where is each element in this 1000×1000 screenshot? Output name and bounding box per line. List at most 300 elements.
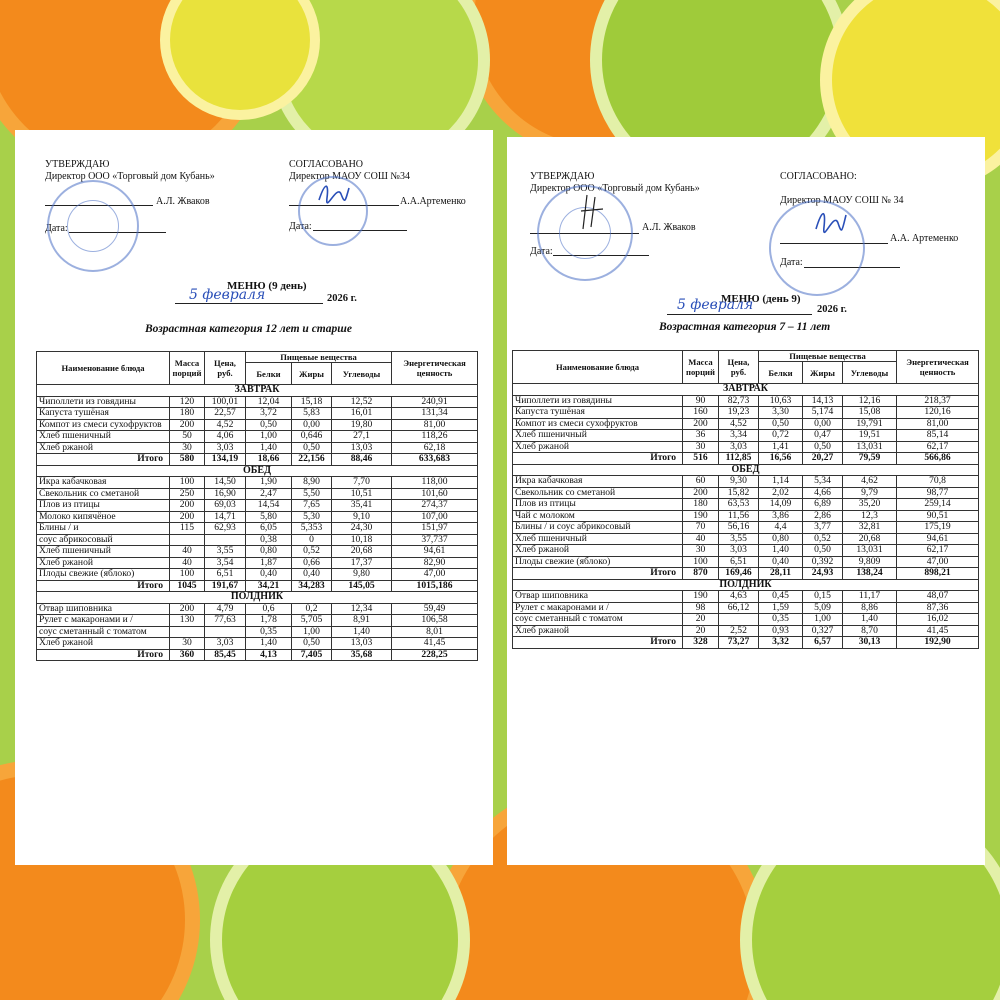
table-cell: 8,70 <box>843 625 897 637</box>
dish-name: Свекольник со сметаной <box>513 487 683 499</box>
table-cell: 1,40 <box>843 614 897 626</box>
table-cell: 27,1 <box>332 431 392 443</box>
table-cell: 11,56 <box>719 510 759 522</box>
table-cell: 10,63 <box>759 395 803 407</box>
total-cell: 24,93 <box>803 568 843 580</box>
section-title: ОБЕД <box>37 465 478 477</box>
table-row <box>37 603 478 615</box>
table-cell: 14,54 <box>246 500 292 512</box>
table-cell: 1,78 <box>246 615 292 627</box>
dish-name: Хлеб пшеничный <box>37 546 170 558</box>
table-cell: 200 <box>170 419 205 431</box>
table-cell: 2,86 <box>803 510 843 522</box>
dish-name: Икра кабачковая <box>513 476 683 488</box>
dish-name: Капуста тушёная <box>513 407 683 419</box>
table-cell: 85,14 <box>897 430 979 442</box>
total-cell: 516 <box>683 453 719 465</box>
table-row <box>513 510 979 522</box>
table-cell: 35,41 <box>332 500 392 512</box>
table-cell: 20,68 <box>843 533 897 545</box>
table-cell: 10,18 <box>332 534 392 546</box>
table-row <box>513 522 979 534</box>
age-category: Возрастная категория 12 лет и старше <box>145 323 352 335</box>
approve-title: УТВЕРЖДАЮ <box>45 159 110 170</box>
table-cell: 20 <box>683 614 719 626</box>
table-row <box>513 395 979 407</box>
table-cell: 3,77 <box>803 522 843 534</box>
table-row <box>513 499 979 511</box>
table-cell: 1,00 <box>246 431 292 443</box>
table-cell: 0,50 <box>759 418 803 430</box>
table-cell: 4,63 <box>719 591 759 603</box>
menu-title: МЕНЮ (9 день) <box>227 280 307 292</box>
agree-date: Дата: <box>289 221 312 232</box>
total-cell: 30,13 <box>843 637 897 649</box>
dish-name: Хлеб пшеничный <box>513 533 683 545</box>
table-cell: 1,40 <box>332 626 392 638</box>
section-row <box>513 384 979 396</box>
total-label: Итого <box>37 454 170 466</box>
table-cell: 0,52 <box>292 546 332 558</box>
header-energy: Энергетическая ценность <box>392 352 478 385</box>
section-row <box>37 465 478 477</box>
menu-table <box>36 351 478 661</box>
table-cell: 0,50 <box>803 545 843 557</box>
table-cell: 13,031 <box>843 441 897 453</box>
table-cell: 5,09 <box>803 602 843 614</box>
total-cell: 85,45 <box>205 649 246 661</box>
table-cell: 200 <box>683 418 719 430</box>
table-cell: 70,8 <box>897 476 979 488</box>
header-fat: Жиры <box>803 362 843 384</box>
dish-name: Плоды свежие (яблоко) <box>513 556 683 568</box>
table-row <box>37 523 478 535</box>
dish-name: Отвар шиповника <box>37 603 170 615</box>
table-row <box>513 556 979 568</box>
table-cell: 274,37 <box>392 500 478 512</box>
total-cell: 566,86 <box>897 453 979 465</box>
table-cell: 1,00 <box>292 626 332 638</box>
table-cell: 4,62 <box>843 476 897 488</box>
dish-name: Отвар шиповника <box>513 591 683 603</box>
table-cell: 30 <box>170 442 205 454</box>
table-cell: 10,51 <box>332 488 392 500</box>
total-cell: 3,32 <box>759 637 803 649</box>
table-cell: 41,45 <box>897 625 979 637</box>
total-label: Итого <box>37 580 170 592</box>
table-cell: 0,327 <box>803 625 843 637</box>
table-cell: 15,18 <box>292 396 332 408</box>
approve-role: Директор ООО «Торговый дом Кубань» <box>45 171 215 182</box>
table-cell: 6,05 <box>246 523 292 535</box>
table-cell: 40 <box>170 546 205 558</box>
dish-name: Компот из смеси сухофруктов <box>37 419 170 431</box>
table-cell: 37,737 <box>392 534 478 546</box>
table-cell: 0,72 <box>759 430 803 442</box>
table-row <box>37 419 478 431</box>
table-cell: 100 <box>170 477 205 489</box>
table-cell: 190 <box>683 591 719 603</box>
table-row <box>513 614 979 626</box>
section-title: ЗАВТРАК <box>513 384 979 396</box>
dish-name: Чиполлети из говядины <box>37 396 170 408</box>
table-cell: 66,12 <box>719 602 759 614</box>
signature-icon <box>577 191 607 231</box>
header-nutrients: Пищевые вещества <box>246 352 392 363</box>
table-cell: 32,81 <box>843 522 897 534</box>
table-cell: 2,02 <box>759 487 803 499</box>
table-cell: 94,61 <box>392 546 478 558</box>
table-cell: 3,30 <box>759 407 803 419</box>
table-cell: 0,40 <box>292 569 332 581</box>
table-cell: 15,82 <box>719 487 759 499</box>
table-cell: 1,40 <box>246 442 292 454</box>
table-cell: 115 <box>170 523 205 535</box>
table-cell: 5,705 <box>292 615 332 627</box>
dish-name: Хлеб ржаной <box>37 442 170 454</box>
total-cell: 870 <box>683 568 719 580</box>
table-row <box>513 430 979 442</box>
dish-name: Свекольник со сметаной <box>37 488 170 500</box>
table-cell: 0,93 <box>759 625 803 637</box>
table-cell: 107,00 <box>392 511 478 523</box>
table-cell: 0,35 <box>759 614 803 626</box>
table-cell: 40 <box>170 557 205 569</box>
total-row <box>37 454 478 466</box>
table-cell: 0,50 <box>292 638 332 650</box>
header-fat: Жиры <box>292 363 332 385</box>
dish-name: Хлеб ржаной <box>513 625 683 637</box>
table-cell: 87,36 <box>897 602 979 614</box>
dish-name: Плов из птицы <box>513 499 683 511</box>
table-cell: 218,37 <box>897 395 979 407</box>
table-row <box>37 442 478 454</box>
table-row <box>513 602 979 614</box>
table-cell: 15,08 <box>843 407 897 419</box>
table-row <box>513 487 979 499</box>
table-cell: 131,34 <box>392 408 478 420</box>
table-cell: 4,4 <box>759 522 803 534</box>
table-cell: 19,51 <box>843 430 897 442</box>
total-label: Итого <box>513 453 683 465</box>
dish-name: Рулет с макаронами и / <box>513 602 683 614</box>
table-cell: 20 <box>683 625 719 637</box>
total-cell: 633,683 <box>392 454 478 466</box>
menu-sheet-right <box>507 137 985 865</box>
table-cell: 106,58 <box>392 615 478 627</box>
table-cell: 13,03 <box>332 442 392 454</box>
table-cell: 0,40 <box>759 556 803 568</box>
table-cell: 62,93 <box>205 523 246 535</box>
table-row <box>37 500 478 512</box>
table-row <box>37 477 478 489</box>
table-cell: 0,646 <box>292 431 332 443</box>
total-cell: 18,66 <box>246 454 292 466</box>
table-cell <box>170 626 205 638</box>
table-cell: 180 <box>683 499 719 511</box>
table-cell: 17,37 <box>332 557 392 569</box>
table-cell: 0,80 <box>759 533 803 545</box>
table-cell: 3,72 <box>246 408 292 420</box>
table-cell: 14,13 <box>803 395 843 407</box>
table-cell: 200 <box>170 500 205 512</box>
table-row <box>513 441 979 453</box>
table-cell: 41,45 <box>392 638 478 650</box>
dish-name: Чиполлети из говядины <box>513 395 683 407</box>
table-cell: 7,65 <box>292 500 332 512</box>
section-title: ЗАВТРАК <box>37 385 478 397</box>
agree-title: СОГЛАСОВАНО: <box>780 171 857 182</box>
table-cell: 50 <box>170 431 205 443</box>
table-cell: 22,57 <box>205 408 246 420</box>
agree-name: А.А.Артеменко <box>400 196 466 207</box>
table-cell: 0,50 <box>246 419 292 431</box>
table-cell: 30 <box>683 441 719 453</box>
table-cell: 8,91 <box>332 615 392 627</box>
agree-role: Директор МАОУ СОШ №34 <box>289 171 410 182</box>
table-cell: 63,53 <box>719 499 759 511</box>
table-cell: 240,91 <box>392 396 478 408</box>
dish-name: Хлеб ржаной <box>37 638 170 650</box>
table-cell: 77,63 <box>205 615 246 627</box>
table-cell: 3,34 <box>719 430 759 442</box>
table-cell: 0,392 <box>803 556 843 568</box>
dish-name: Плов из птицы <box>37 500 170 512</box>
table-cell: 118,26 <box>392 431 478 443</box>
table-cell: 2,52 <box>719 625 759 637</box>
table-cell: 160 <box>683 407 719 419</box>
table-row <box>37 534 478 546</box>
header-mass: Масса порций <box>170 352 205 385</box>
agree-role: Директор МАОУ СОШ № 34 <box>780 195 904 206</box>
table-cell: 35,20 <box>843 499 897 511</box>
table-row <box>37 408 478 420</box>
table-cell: 90,51 <box>897 510 979 522</box>
table-cell: 1,00 <box>803 614 843 626</box>
table-cell: 3,55 <box>719 533 759 545</box>
table-cell: 180 <box>170 408 205 420</box>
total-cell: 22,156 <box>292 454 332 466</box>
dish-name: соус сметанный с томатом <box>513 614 683 626</box>
table-row <box>37 546 478 558</box>
table-cell: 8,01 <box>392 626 478 638</box>
table-cell: 24,30 <box>332 523 392 535</box>
total-row <box>37 580 478 592</box>
dish-name: Хлеб ржаной <box>513 441 683 453</box>
table-cell: 1,40 <box>759 545 803 557</box>
table-cell: 175,19 <box>897 522 979 534</box>
section-title: ПОЛДНИК <box>37 592 478 604</box>
total-row <box>513 568 979 580</box>
total-cell: 79,59 <box>843 453 897 465</box>
table-cell: 81,00 <box>392 419 478 431</box>
total-cell: 360 <box>170 649 205 661</box>
table-cell: 11,17 <box>843 591 897 603</box>
total-cell: 34,283 <box>292 580 332 592</box>
approve-date: Дата: <box>45 223 68 234</box>
table-cell: 120,16 <box>897 407 979 419</box>
table-cell: 3,86 <box>759 510 803 522</box>
header-energy: Энергетическая ценность <box>897 351 979 384</box>
table-cell: 14,71 <box>205 511 246 523</box>
table-cell: 70 <box>683 522 719 534</box>
section-row <box>37 592 478 604</box>
table-row <box>37 638 478 650</box>
table-cell: 0,50 <box>292 442 332 454</box>
table-cell: 9,80 <box>332 569 392 581</box>
table-cell: 16,01 <box>332 408 392 420</box>
total-row <box>513 453 979 465</box>
table-cell <box>719 614 759 626</box>
total-cell: 192,90 <box>897 637 979 649</box>
table-row <box>513 418 979 430</box>
dish-name: Чай с молоком <box>513 510 683 522</box>
total-cell: 138,24 <box>843 568 897 580</box>
header-mass: Масса порций <box>683 351 719 384</box>
table-cell: 1,87 <box>246 557 292 569</box>
table-cell: 0,50 <box>803 441 843 453</box>
table-cell: 200 <box>170 511 205 523</box>
header-price: Цена, руб. <box>719 351 759 384</box>
table-cell: 2,47 <box>246 488 292 500</box>
dish-name: Рулет с макаронами и / <box>37 615 170 627</box>
header-protein: Белки <box>759 362 803 384</box>
table-cell: 9,79 <box>843 487 897 499</box>
table-row <box>37 557 478 569</box>
dish-name: Хлеб ржаной <box>513 545 683 557</box>
total-cell: 169,46 <box>719 568 759 580</box>
total-cell: 191,67 <box>205 580 246 592</box>
total-cell: 88,46 <box>332 454 392 466</box>
menu-table-body <box>513 384 979 649</box>
total-cell: 73,27 <box>719 637 759 649</box>
signature-icon <box>315 180 351 208</box>
header-price: Цена, руб. <box>205 352 246 385</box>
table-cell: 3,03 <box>205 638 246 650</box>
table-row <box>513 476 979 488</box>
menu-year: 2026 г. <box>327 293 357 304</box>
total-cell: 580 <box>170 454 205 466</box>
table-cell: 4,06 <box>205 431 246 443</box>
table-cell: 19,23 <box>719 407 759 419</box>
table-cell: 7,70 <box>332 477 392 489</box>
table-cell: 3,55 <box>205 546 246 558</box>
total-cell: 145,05 <box>332 580 392 592</box>
table-cell: 9,30 <box>719 476 759 488</box>
table-row <box>37 615 478 627</box>
date-handwritten: 5 февраля <box>677 297 754 313</box>
table-cell: 100,01 <box>205 396 246 408</box>
table-cell <box>205 626 246 638</box>
table-cell: 3,03 <box>205 442 246 454</box>
table-cell: 4,52 <box>205 419 246 431</box>
table-cell: 13,03 <box>332 638 392 650</box>
table-row <box>513 533 979 545</box>
agree-date: Дата: <box>780 257 803 268</box>
table-cell: 9,10 <box>332 511 392 523</box>
dish-name: Плоды свежие (яблоко) <box>37 569 170 581</box>
approve-role: Директор ООО «Торговый дом Кубань» <box>530 183 700 194</box>
table-row <box>513 545 979 557</box>
header-protein: Белки <box>246 363 292 385</box>
agree-name: А.А. Артеменко <box>890 233 959 244</box>
total-cell: 4,13 <box>246 649 292 661</box>
table-row <box>37 511 478 523</box>
table-cell: 19,80 <box>332 419 392 431</box>
dish-name: соус сметанный с томатом <box>37 626 170 638</box>
section-title: ПОЛДНИК <box>513 579 979 591</box>
total-cell: 134,19 <box>205 454 246 466</box>
table-cell: 8,90 <box>292 477 332 489</box>
table-row <box>37 569 478 581</box>
table-cell: 98,77 <box>897 487 979 499</box>
table-cell: 81,00 <box>897 418 979 430</box>
table-cell: 151,97 <box>392 523 478 535</box>
dish-name: Компот из смеси сухофруктов <box>513 418 683 430</box>
header-carbs: Углеводы <box>843 362 897 384</box>
total-row <box>37 649 478 661</box>
table-cell: 4,66 <box>803 487 843 499</box>
menu-table <box>512 350 979 649</box>
table-cell: 94,61 <box>897 533 979 545</box>
approve-title: УТВЕРЖДАЮ <box>530 171 595 182</box>
table-cell: 100 <box>170 569 205 581</box>
dish-name: Икра кабачковая <box>37 477 170 489</box>
menu-year: 2026 г. <box>817 304 847 315</box>
total-cell: 228,25 <box>392 649 478 661</box>
section-title: ОБЕД <box>513 464 979 476</box>
table-cell: 0,38 <box>246 534 292 546</box>
table-cell: 19,791 <box>843 418 897 430</box>
table-cell: 16,02 <box>897 614 979 626</box>
header-name: Наименование блюда <box>513 351 683 384</box>
table-cell: 12,16 <box>843 395 897 407</box>
table-cell: 100 <box>683 556 719 568</box>
dish-name: соус абрикосовый <box>37 534 170 546</box>
section-row <box>37 385 478 397</box>
table-cell: 0,00 <box>292 419 332 431</box>
total-row <box>513 637 979 649</box>
table-cell <box>170 534 205 546</box>
table-row <box>513 625 979 637</box>
dish-name: Хлеб ржаной <box>37 557 170 569</box>
table-cell: 1,14 <box>759 476 803 488</box>
table-cell <box>205 534 246 546</box>
table-cell: 0,47 <box>803 430 843 442</box>
total-label: Итого <box>513 568 683 580</box>
header-name: Наименование блюда <box>37 352 170 385</box>
table-cell: 6,51 <box>719 556 759 568</box>
table-cell: 36 <box>683 430 719 442</box>
dish-name: Блины / и <box>37 523 170 535</box>
total-cell: 328 <box>683 637 719 649</box>
total-cell: 898,21 <box>897 568 979 580</box>
approve-name: А.Л. Жваков <box>156 196 210 207</box>
total-cell: 20,27 <box>803 453 843 465</box>
total-cell: 16,56 <box>759 453 803 465</box>
table-cell: 62,17 <box>897 441 979 453</box>
table-cell: 30 <box>683 545 719 557</box>
dish-name: Хлеб пшеничный <box>37 431 170 443</box>
table-cell: 5,80 <box>246 511 292 523</box>
table-cell: 250 <box>170 488 205 500</box>
table-cell: 1,90 <box>246 477 292 489</box>
total-label: Итого <box>513 637 683 649</box>
table-cell: 9,809 <box>843 556 897 568</box>
table-cell: 98 <box>683 602 719 614</box>
date-handwritten: 5 февраля <box>189 287 266 303</box>
table-cell: 14,50 <box>205 477 246 489</box>
